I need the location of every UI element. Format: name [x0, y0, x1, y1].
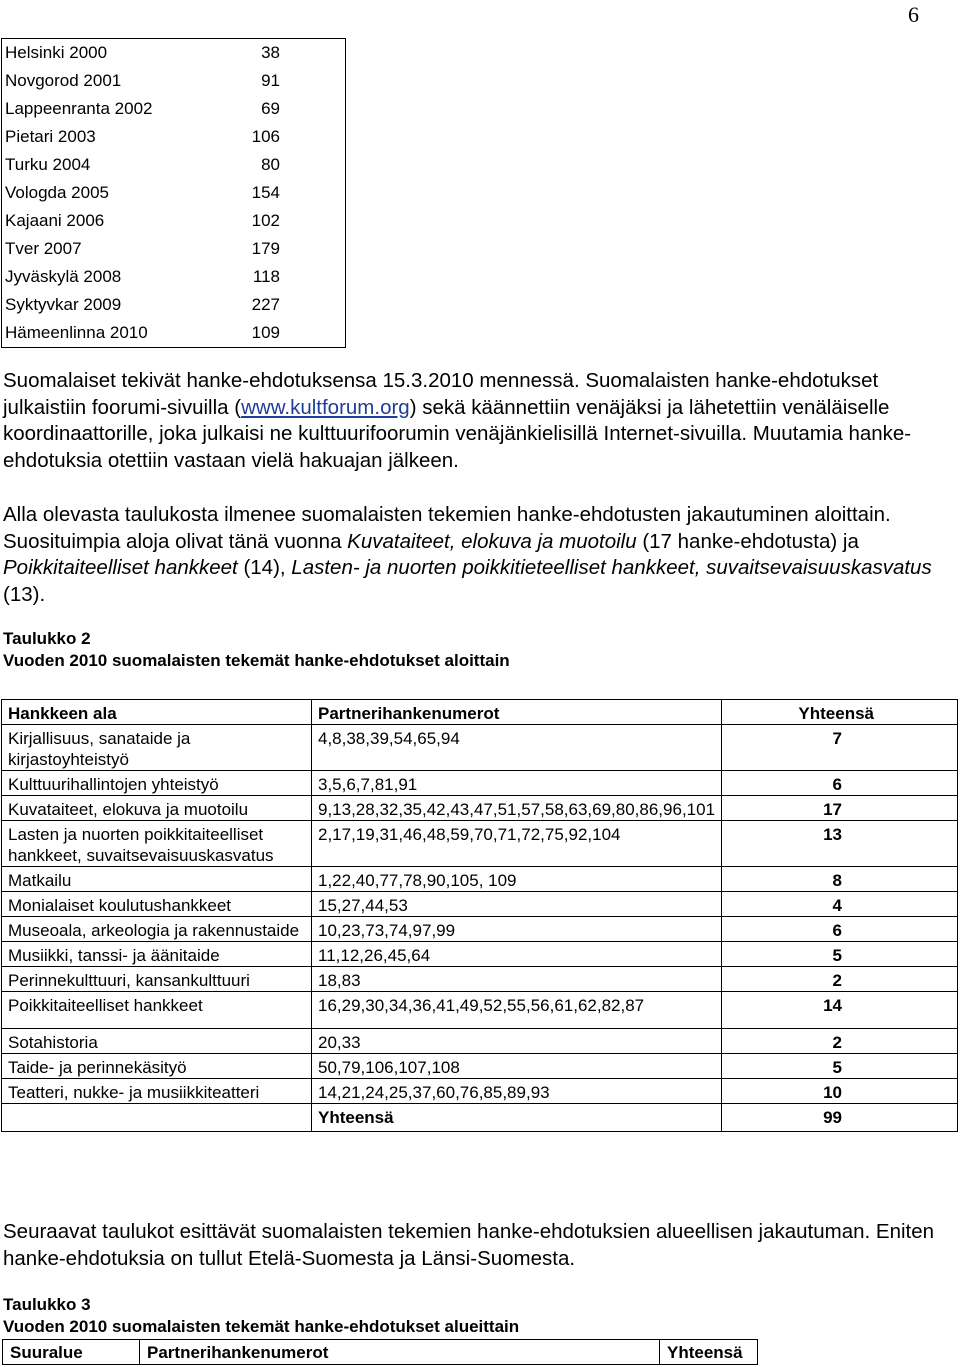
total-cell: 6 — [722, 917, 958, 942]
city-cell: Lappeenranta 2002 — [5, 99, 153, 118]
total-cell: 6 — [722, 771, 958, 796]
count-cell: 80 — [261, 155, 280, 174]
emphasis-text: Poikkitaiteelliset hankkeet — [3, 556, 238, 579]
table-row — [2, 123, 346, 151]
table-row — [2, 1079, 958, 1104]
total-cell: 4 — [722, 892, 958, 917]
partners-cell: 3,5,6,7,81,91 — [312, 771, 722, 796]
partners-cell: 20,33 — [312, 1029, 722, 1054]
page-number: 6 — [908, 2, 919, 27]
total-cell: 14 — [722, 992, 958, 1029]
paragraph-fields — [3, 502, 953, 608]
ala-cell: Musiikki, tanssi- ja äänitaide — [2, 942, 312, 967]
table2-label: Taulukko 2 — [3, 629, 91, 648]
paragraph-regions: Seuraavat taulukot esittävät suomalaisten tekemien hanke-ehdotuksien alueellisen jakautuman. Eniten hanke-ehdotuksia on tullut Etelä-Suomesta ja Länsi-Suomesta. — [3, 1220, 935, 1270]
partners-cell: 50,79,106,107,108 — [312, 1054, 722, 1079]
table-row — [2, 207, 346, 235]
total-label: Yhteensä — [312, 1104, 722, 1132]
table-row — [2, 917, 958, 942]
table-total-row — [2, 1104, 958, 1132]
table-row — [2, 967, 958, 992]
ala-cell: Taide- ja perinnekäsityö — [2, 1054, 312, 1079]
ala-cell: Sotahistoria — [2, 1029, 312, 1054]
header-region: Suuralue — [3, 1340, 140, 1365]
partners-cell: 4,8,38,39,54,65,94 — [312, 725, 722, 771]
ala-cell: Poikkitaiteelliset hankkeet — [2, 992, 312, 1029]
table2-title: Vuoden 2010 suomalaisten tekemät hanke-ehdotukset aloittain — [3, 651, 510, 670]
table-row — [2, 319, 346, 348]
total-cell: 8 — [722, 867, 958, 892]
count-cell: 102 — [251, 211, 280, 230]
paragraph-text: (17 hanke-ehdotusta) ja — [636, 529, 859, 553]
count-cell: 227 — [251, 295, 280, 314]
table-header-row — [2, 700, 958, 725]
header-total: Yhteensä — [660, 1340, 758, 1365]
paragraph-text: (14), — [237, 556, 292, 579]
table-row — [2, 1054, 958, 1079]
total-cell: 17 — [722, 796, 958, 821]
city-cell: Jyväskylä 2008 — [5, 267, 122, 286]
ala-cell: Kuvataiteet, elokuva ja muotoilu — [2, 796, 312, 821]
city-count-table — [1, 38, 346, 348]
city-cell: Kajaani 2006 — [5, 211, 105, 230]
paragraph-text: Alla olevasta taulukosta ilmenee suomalaisten tekemien hanke-ehdotusten jakautuminen aloittain. Suosituimpia aloja olivat tänä vuonna — [3, 503, 891, 553]
partners-cell: 1,22,40,77,78,90,105, 109 — [312, 867, 722, 892]
ala-cell: Matkailu — [2, 867, 312, 892]
partners-cell: 10,23,73,74,97,99 — [312, 917, 722, 942]
city-cell: Vologda 2005 — [5, 183, 109, 202]
partners-cell: 18,83 — [312, 967, 722, 992]
ala-cell: Kulttuurihallintojen yhteistyö — [2, 771, 312, 796]
partners-cell: 2,17,19,31,46,48,59,70,71,72,75,92,104 — [312, 821, 722, 867]
header-total: Yhteensä — [722, 700, 958, 725]
city-cell: Syktyvkar 2009 — [5, 295, 122, 314]
count-cell: 109 — [251, 323, 280, 342]
emphasis-text: Kuvataiteet, elokuva ja muotoilu — [347, 529, 637, 553]
total-cell: 5 — [722, 1054, 958, 1079]
table-row — [2, 992, 958, 1029]
count-cell: 38 — [261, 43, 280, 62]
regions-table — [2, 1339, 758, 1365]
table-row — [2, 1029, 958, 1054]
partners-cell: 11,12,26,45,64 — [312, 942, 722, 967]
paragraph-text: ) sekä käännettiin venäjäksi ja lähetettiin venäläiselle koordinaattorille, joka julkaisi ne kulttuurifoorumin venäjänkielisillä Internet-sivuilla. Muutamia hanke-ehdotuksia otettiin vastaan vielä hakuajan jälkeen. — [3, 395, 912, 472]
total-cell: 2 — [722, 967, 958, 992]
table-row — [2, 235, 346, 263]
city-cell: Pietari 2003 — [5, 127, 96, 146]
ala-cell: Perinnekulttuuri, kansankulttuuri — [2, 967, 312, 992]
count-cell: 106 — [251, 127, 280, 146]
table-row — [2, 771, 958, 796]
empty-cell — [2, 1104, 312, 1132]
count-cell: 154 — [251, 183, 280, 202]
total-cell: 10 — [722, 1079, 958, 1104]
table-row — [2, 725, 958, 771]
city-cell: Hämeenlinna 2010 — [5, 323, 148, 342]
ala-cell: Monialaiset koulutushankkeet — [2, 892, 312, 917]
table-row — [2, 179, 346, 207]
city-cell: Tver 2007 — [5, 239, 82, 258]
table3-caption — [3, 1294, 519, 1338]
count-cell: 69 — [261, 99, 280, 118]
ala-cell: Lasten ja nuorten poikkitaiteelliset hankkeet, suvaitsevaisuuskasvatus — [2, 821, 312, 867]
table3-label: Taulukko 3 — [3, 1295, 91, 1314]
table-row — [2, 892, 958, 917]
city-cell: Helsinki 2000 — [5, 43, 108, 62]
header-partners: Partnerihankenumerot — [140, 1340, 660, 1365]
emphasis-text: Lasten- ja nuorten poikkitieteelliset hankkeet, suvaitsevaisuuskasvatus — [291, 556, 932, 579]
kultforum-link[interactable]: www.kultforum.org — [241, 395, 410, 419]
total-cell: 5 — [722, 942, 958, 967]
count-cell: 118 — [252, 267, 280, 286]
table-row — [2, 39, 346, 68]
count-cell: 91 — [261, 71, 280, 90]
fields-table — [1, 699, 958, 1132]
ala-cell: Kirjallisuus, sanataide ja kirjastoyhteistyö — [2, 725, 312, 771]
total-cell: 7 — [722, 725, 958, 771]
table-row — [2, 263, 346, 291]
paragraph-text: Suomalaiset tekivät hanke-ehdotuksensa 15.3.2010 mennessä. Suomalaisten hanke-ehdotukset julkaistiin foorumi-sivuilla ( — [3, 369, 879, 419]
table3-title: Vuoden 2010 suomalaisten tekemät hanke-ehdotukset alueittain — [3, 1317, 520, 1336]
table2-caption — [3, 628, 510, 672]
total-cell: 2 — [722, 1029, 958, 1054]
header-ala: Hankkeen ala — [2, 700, 312, 725]
grand-total: 99 — [722, 1104, 958, 1132]
partners-cell: 15,27,44,53 — [312, 892, 722, 917]
table-row — [2, 151, 346, 179]
partners-cell: 9,13,28,32,35,42,43,47,51,57,58,63,69,80,86,96,101 — [312, 796, 722, 821]
partners-cell: 14,21,24,25,37,60,76,85,89,93 — [312, 1079, 722, 1104]
paragraph-text: (13). — [3, 582, 46, 606]
table-row — [2, 67, 346, 95]
header-partners: Partnerihankenumerot — [312, 700, 722, 725]
partners-cell: 16,29,30,34,36,41,49,52,55,56,61,62,82,87 — [312, 992, 722, 1029]
table-row — [2, 291, 346, 319]
count-cell: 179 — [251, 239, 280, 258]
city-cell: Novgorod 2001 — [5, 71, 122, 90]
ala-cell: Teatteri, nukke- ja musiikkiteatteri — [2, 1079, 312, 1104]
table-row — [2, 95, 346, 123]
table-row — [2, 796, 958, 821]
city-cell: Turku 2004 — [5, 155, 91, 174]
table-row — [2, 942, 958, 967]
table-row — [2, 867, 958, 892]
paragraph-submissions — [3, 368, 953, 474]
table-row — [2, 821, 958, 867]
ala-cell: Museoala, arkeologia ja rakennustaide — [2, 917, 312, 942]
table-header-row — [3, 1340, 758, 1365]
total-cell: 13 — [722, 821, 958, 867]
